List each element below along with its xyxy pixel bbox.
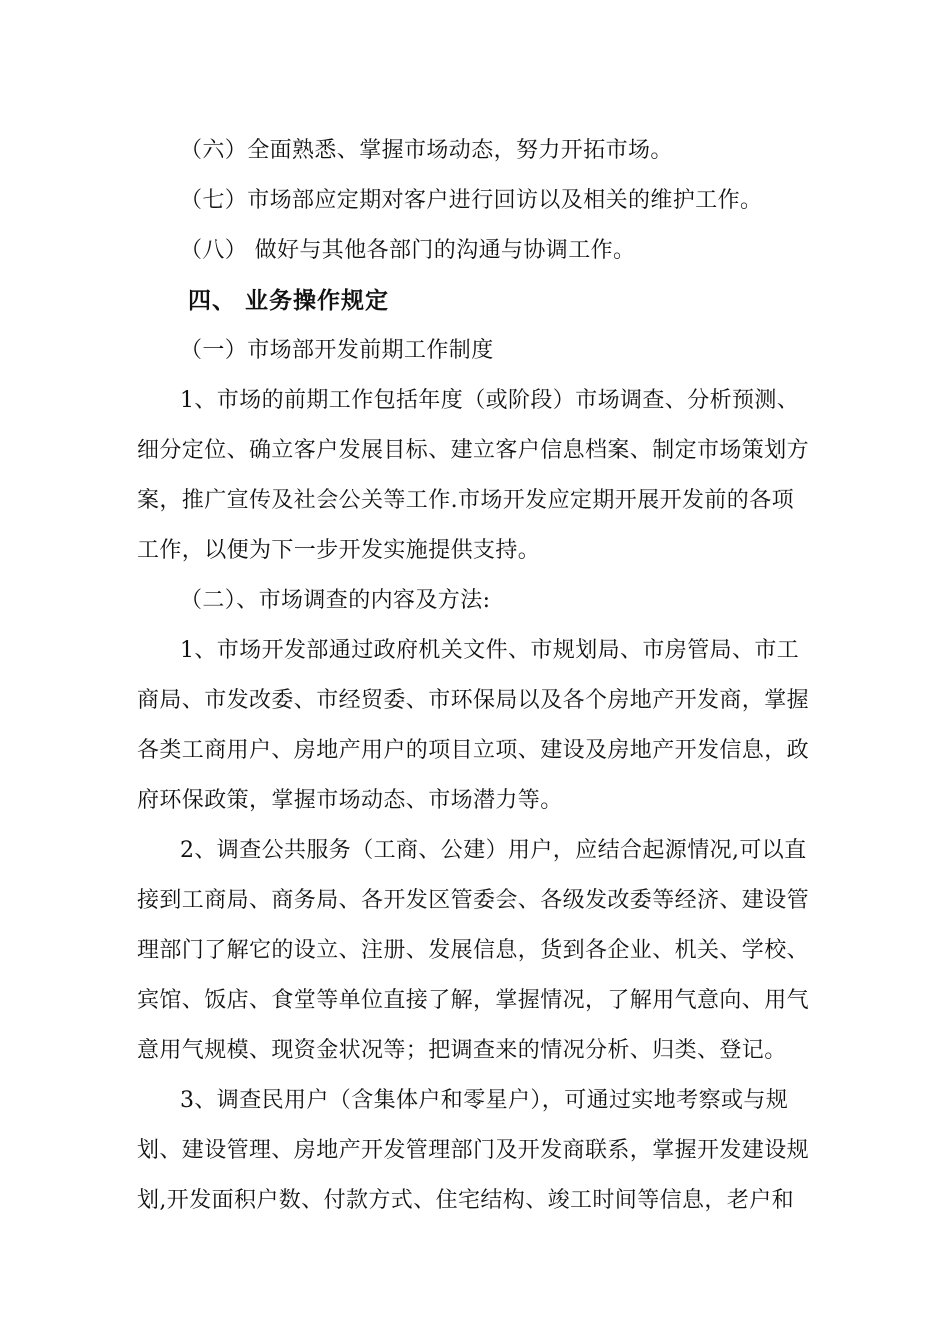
item-eight: （八） 做好与其他各部门的沟通与协调工作。 — [180, 238, 636, 263]
subsection-one-title: （一）市场部开发前期工作制度 — [180, 338, 494, 363]
subsection-two-title: （二）、市场调查的内容及方法: — [180, 588, 491, 613]
paragraph-line: 理部门了解它的设立、注册、发展信息，货到各企业、机关、学校、 — [137, 938, 810, 963]
paragraph-line: 各类工商用户、房地产用户的项目立项、建设及房地产开发信息，政 — [137, 738, 810, 763]
paragraph-line: 1、市场开发部通过政府机关文件、市规划局、市房管局、市工 — [180, 638, 800, 663]
paragraph-line: 意用气规模、现资金状况等；把调查来的情况分析、归类、登记。 — [137, 1038, 787, 1063]
paragraph-line: 工作，以便为下一步开发实施提供支持。 — [137, 538, 541, 563]
section-heading: 四、 业务操作规定 — [188, 288, 390, 314]
paragraph-line: 商局、市发改委、市经贸委、市环保局以及各个房地产开发商，掌握 — [137, 688, 810, 713]
paragraph-line: 案，推广宣传及社会公关等工作.市场开发应定期开展开发前的各项 — [137, 488, 794, 513]
paragraph-line: 细分定位、确立客户发展目标、建立客户信息档案、制定市场策划方 — [137, 438, 810, 463]
paragraph-line: 接到工商局、商务局、各开发区管委会、各级发改委等经济、建设管 — [137, 888, 810, 913]
paragraph-line: 2、调查公共服务（工商、公建）用户，应结合起源情况,可以直 — [180, 838, 807, 863]
item-seven: （七）市场部应定期对客户进行回访以及相关的维护工作。 — [180, 188, 763, 213]
paragraph-line: 宾馆、饭店、食堂等单位直接了解，掌握情况，了解用气意向、用气 — [137, 988, 810, 1013]
paragraph-line: 3、调查民用户（含集体户和零星户），可通过实地考察或与规 — [180, 1088, 789, 1113]
paragraph-line: 1、市场的前期工作包括年度（或阶段）市场调查、分析预测、 — [180, 388, 800, 413]
paragraph-line: 府环保政策，掌握市场动态、市场潜力等。 — [137, 788, 563, 813]
item-six: （六）全面熟悉、掌握市场动态，努力开拓市场。 — [180, 138, 673, 163]
paragraph-line: 划,开发面积户数、付款方式、住宅结构、竣工时间等信息，老户和 — [137, 1188, 794, 1213]
paragraph-line: 划、建设管理、房地产开发管理部门及开发商联系，掌握开发建设规 — [137, 1138, 810, 1163]
